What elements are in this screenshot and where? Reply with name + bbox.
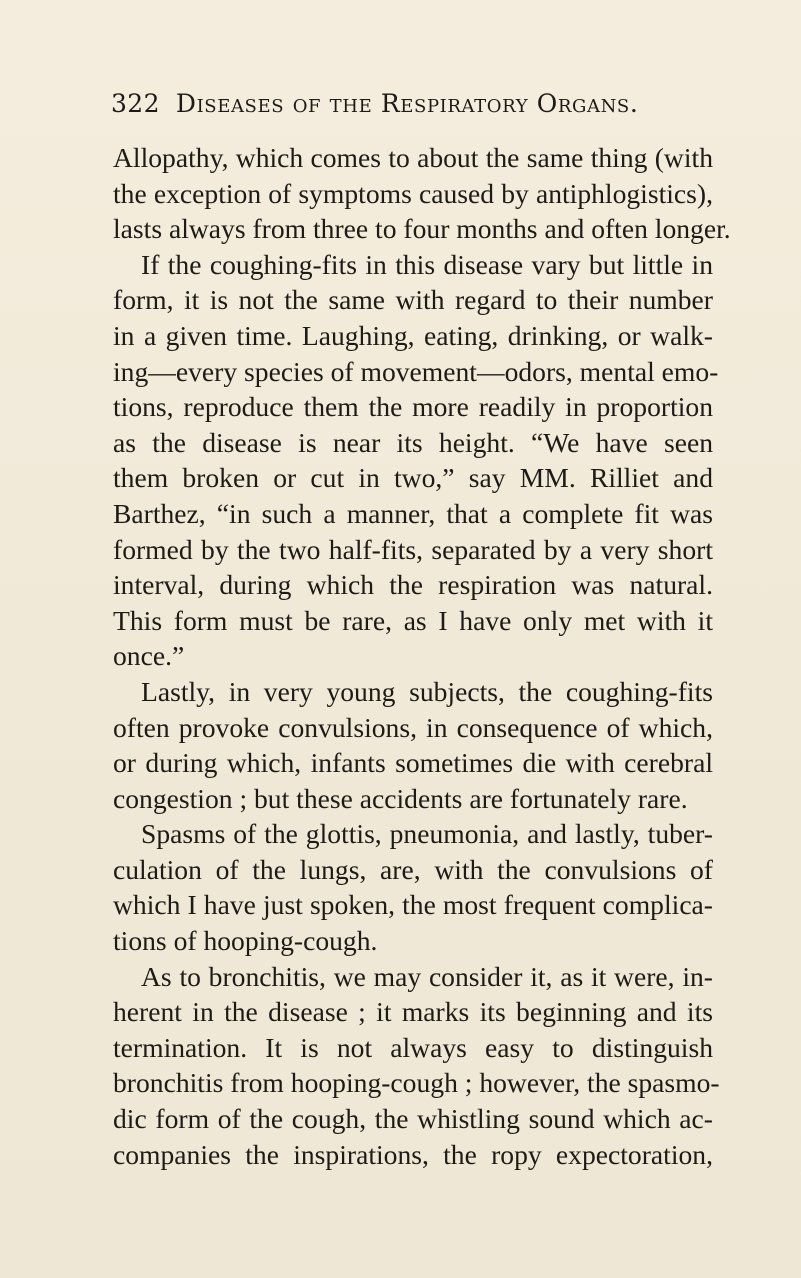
text-line: often provoke convulsions, in consequence of which, [113,711,713,743]
body-text [113,140,731,1172]
text-line: congestion ; but these accidents are fortunately rare. [113,782,688,814]
text-line: form, it is not the same with regard to their number [113,284,713,316]
text-line: lasts always from three to four months and often longer. [113,213,731,245]
text-line: Allopathy, which comes to about the same thing (with [113,142,713,173]
text-line: This form must be rare, as I have only met with it [113,604,713,636]
running-title: Diseases of the Respiratory Organs. [175,89,639,118]
text-line: termination. It is not always easy to distinguish [113,1031,713,1063]
text-line: dic form of the cough, the whistling sound which ac- [113,1103,713,1135]
text-line: culation of the lungs, are, with the convulsions of [113,853,713,885]
text-line: or during which, infants sometimes die with cerebral [113,747,713,779]
text-line: in a given time. Laughing, eating, drinking, or walk- [113,319,713,351]
text-line: Barthez, “in such a manner, that a complete fit was [113,497,713,529]
text-line: As to bronchitis, we may consider it, as it were, in- [141,960,713,992]
text-line: herent in the disease ; it marks its beginning and its [113,996,713,1028]
text-line: as the disease is near its height. “We have seen [113,426,713,458]
text-line: If the coughing-fits in this disease vary but little in [141,248,713,280]
text-line: formed by the two half-fits, separated by a very short [113,533,713,565]
text-line: Spasms of the glottis, pneumonia, and lastly, tuber- [141,818,713,850]
text-line: companies the inspirations, the ropy expectoration, [113,1138,713,1170]
text-line: them broken or cut in two,” say MM. Rilliet and [113,462,713,494]
text-line: ing—every species of movement—odors, mental emo- [113,355,719,387]
page-number: 322 [111,89,160,118]
text-line: which I have just spoken, the most frequent complica- [113,889,713,921]
text-line: the exception of symptoms caused by antiphlogistics), [113,177,713,209]
text-line: tions, reproduce them the more readily in proportion [113,391,713,423]
text-line: bronchitis from hooping-cough ; however, the spasmo- [113,1067,720,1099]
text-line: Lastly, in very young subjects, the coughing-fits [141,675,713,707]
text-line: tions of hooping-cough. [113,925,378,957]
text-line: interval, during which the respiration was natural. [113,569,713,601]
running-header [111,89,711,119]
text-line: once.” [113,640,185,672]
